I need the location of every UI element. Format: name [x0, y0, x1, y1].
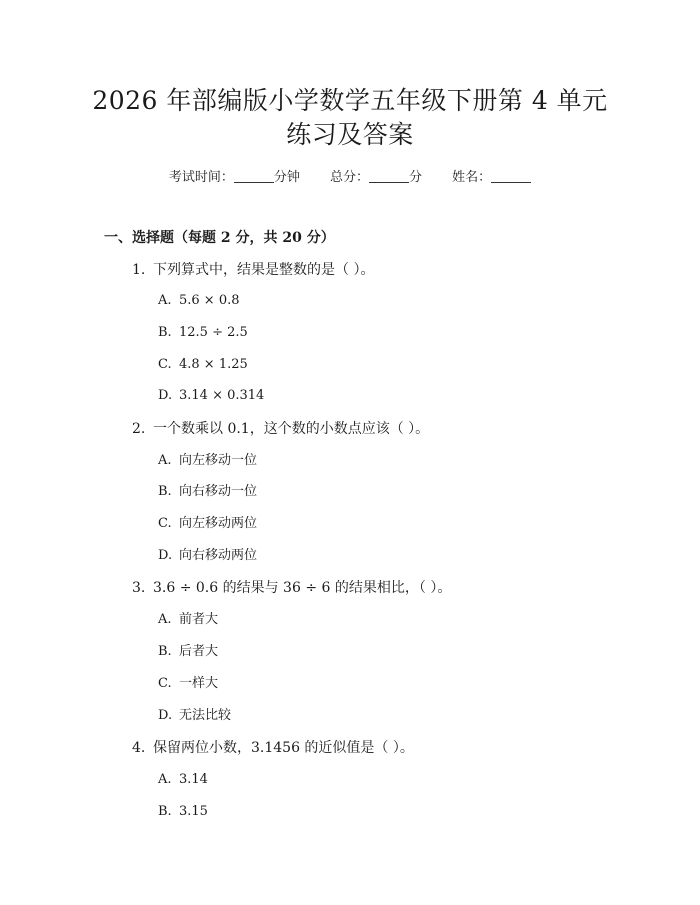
question-3-option-a	[158, 610, 218, 630]
exam-info-line	[0, 168, 700, 188]
question-1-option-d	[158, 386, 264, 406]
question-2	[132, 419, 429, 439]
question-text: 3.6 ÷ 0.6 的结果与 36 ÷ 6 的结果相比，（ ）。	[153, 580, 452, 596]
option-text: 3.14 × 0.314	[179, 388, 265, 403]
question-4-option-a	[158, 770, 208, 790]
question-3-option-d	[158, 706, 231, 726]
option-text: 向左移动一位	[179, 453, 258, 468]
option-letter: C.	[158, 676, 172, 691]
exam-time-unit: 分钟	[273, 170, 300, 185]
option-text: 一样大	[179, 676, 219, 691]
option-text: 3.15	[179, 804, 208, 819]
question-2-option-c	[158, 514, 257, 534]
question-3-option-c	[158, 674, 218, 694]
question-1-option-b	[158, 323, 248, 343]
question-1	[132, 260, 374, 280]
option-letter: A.	[158, 453, 172, 468]
question-3	[132, 578, 451, 598]
option-letter: B.	[158, 804, 172, 819]
exam-time-label: 考试时间：	[168, 170, 234, 185]
option-letter: B.	[158, 644, 172, 659]
question-number: 1.	[132, 262, 146, 278]
question-2-option-b	[158, 482, 257, 502]
option-text: 前者大	[179, 612, 219, 627]
exam-time-field	[169, 168, 300, 188]
question-2-option-d	[158, 546, 257, 566]
option-text: 向右移动两位	[179, 548, 258, 563]
option-text: 无法比较	[179, 708, 232, 723]
option-text: 4.8 × 1.25	[179, 357, 248, 372]
question-4	[132, 738, 414, 758]
total-score-unit: 分	[409, 170, 423, 185]
option-text: 向右移动一位	[179, 484, 258, 499]
exam-time-blank	[234, 168, 274, 183]
option-letter: A.	[158, 612, 172, 627]
question-1-option-c	[158, 355, 248, 375]
option-text: 5.6 × 0.8	[179, 293, 240, 308]
question-text: 保留两位小数，3.1456 的近似值是（ ）。	[153, 740, 414, 756]
question-3-option-b	[158, 642, 218, 662]
option-text: 后者大	[179, 644, 219, 659]
student-name-blank	[491, 168, 531, 183]
question-1-option-a	[158, 291, 240, 311]
option-letter: D.	[158, 548, 173, 563]
total-score-label: 总分：	[329, 170, 369, 185]
question-text: 下列算式中，结果是整数的是（ ）。	[153, 262, 375, 278]
option-letter: D.	[158, 388, 173, 403]
question-number: 3.	[132, 580, 146, 596]
student-name-field	[452, 168, 531, 188]
question-4-option-b	[158, 802, 208, 822]
option-letter: D.	[158, 708, 173, 723]
total-score-blank	[369, 168, 409, 183]
question-number: 4.	[132, 740, 146, 756]
option-letter: B.	[158, 484, 172, 499]
student-name-label: 姓名：	[452, 170, 492, 185]
option-text: 3.14	[179, 772, 208, 787]
document-title-line-1: 2026 年部编版小学数学五年级下册第 4 单元	[92, 86, 608, 115]
option-letter: C.	[158, 516, 172, 531]
question-2-option-a	[158, 451, 257, 471]
option-text: 向左移动两位	[179, 516, 258, 531]
option-letter: A.	[158, 293, 172, 308]
document-title-line-2: 练习及答案	[286, 120, 414, 149]
section-heading-multiple-choice: 一、选择题（每题 2 分，共 20 分）	[104, 230, 335, 246]
option-letter: C.	[158, 357, 172, 372]
question-text: 一个数乘以 0.1，这个数的小数点应该（ ）。	[153, 421, 430, 437]
option-letter: A.	[158, 772, 172, 787]
option-text: 12.5 ÷ 2.5	[179, 325, 248, 340]
question-number: 2.	[132, 421, 146, 437]
total-score-field	[330, 168, 422, 188]
option-letter: B.	[158, 325, 172, 340]
